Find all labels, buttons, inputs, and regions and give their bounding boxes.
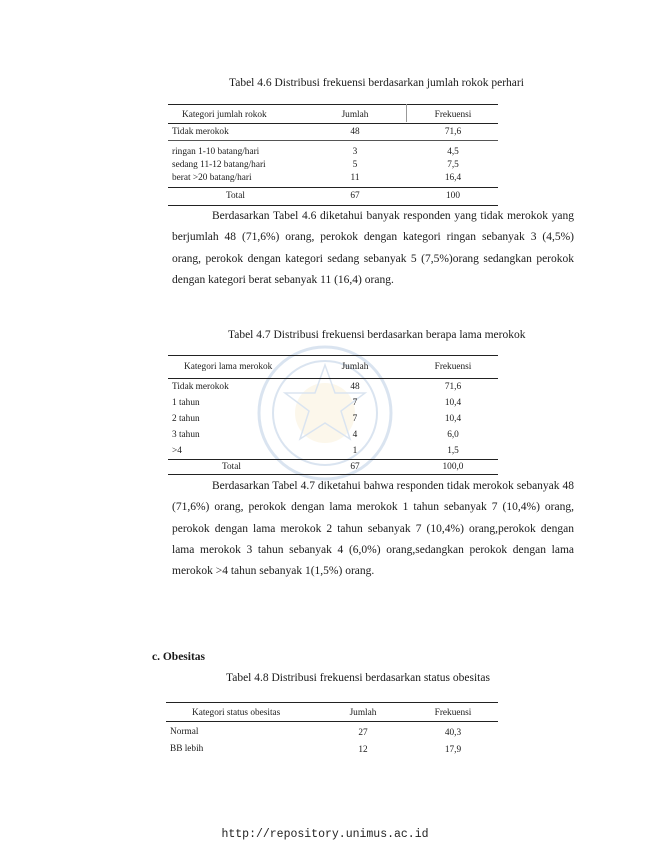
- table-cell: 5: [352, 160, 358, 170]
- table-header-cell: Kategori jumlah rokok: [182, 110, 267, 120]
- paragraph: Berdasarkan Tabel 4.6 diketahui banyak responden yang tidak merokok yang berjumlah 48 (71,6%) orang, perokok dengan kategori ringan sebanyak 3 (4,5%) orang, perokok dengan kategori sedang sebanyak 5 (7,5%)orang sedangkan perokok dengan kategori berat sebanyak 11 (16,4) orang.: [172, 210, 575, 286]
- table-cell: 7: [352, 414, 358, 424]
- table-cell: >4: [172, 446, 182, 456]
- table-header-cell: Jumlah: [349, 708, 377, 718]
- section-heading: c. Obesitas: [152, 651, 206, 663]
- table-cell: 1 tahun: [172, 398, 200, 408]
- table-cell: Tidak merokok: [172, 127, 229, 137]
- table-cell: Normal: [170, 727, 199, 737]
- table-cell: 17,9: [444, 745, 462, 755]
- table-header-cell: Kategori status obesitas: [192, 708, 281, 718]
- table-cell: 2 tahun: [172, 414, 200, 424]
- table-4-6: [168, 104, 498, 206]
- table-cell: 7: [352, 398, 358, 408]
- table-caption: Tabel 4.6 Distribusi frekuensi berdasarkan jumlah rokok perhari: [229, 77, 524, 89]
- table-caption: Tabel 4.7 Distribusi frekuensi berdasarkan berapa lama merokok: [228, 329, 526, 341]
- table-header-cell: Frekuensi: [434, 708, 472, 718]
- table-cell: ringan 1-10 batang/hari: [172, 147, 260, 157]
- table-cell: 3: [352, 147, 358, 157]
- table-cell: 100,0: [442, 462, 464, 472]
- table-cell: 4,5: [447, 147, 459, 157]
- table-4-7: [168, 355, 498, 475]
- table-cell: 67: [350, 462, 360, 472]
- table-cell: 16,4: [444, 173, 462, 183]
- footer-url: http://repository.unimus.ac.id: [221, 828, 429, 841]
- table-cell: Tidak merokok: [172, 382, 229, 392]
- table-cell: 40,3: [444, 728, 462, 738]
- table-4-8: [166, 702, 498, 762]
- table-cell: BB lebih: [170, 744, 204, 754]
- table-header-cell: Jumlah: [341, 110, 369, 120]
- table-cell: 4: [352, 430, 358, 440]
- table-cell: Total: [226, 191, 245, 201]
- table-cell: 27: [358, 728, 368, 738]
- table-header-cell: Kategori lama merokok: [184, 362, 273, 372]
- table-cell: 71,6: [444, 382, 462, 392]
- table-cell: 10,4: [444, 414, 462, 424]
- table-cell: 10,4: [444, 398, 462, 408]
- paragraph: Berdasarkan Tabel 4.7 diketahui bahwa responden tidak merokok sebanyak 48 (71,6%) orang, perokok dengan lama merokok 1 tahun sebanyak 7 (10,4%) orang, perokok dengan lama merokok 2 tahun sebanyak 7 (10,4%) orang,perokok dengan lama merokok 3 tahun sebanyak 4 (6,0%) orang,sedangkan perokok dengan lama merokok >4 tahun sebanyak 1(1,5%) orang.: [172, 480, 575, 578]
- table-cell: 6,0: [447, 430, 459, 440]
- table-caption: Tabel 4.8 Distribusi frekuensi berdasarkan status obesitas: [226, 672, 490, 684]
- table-cell: 1,5: [447, 446, 459, 456]
- table-cell: 71,6: [444, 127, 462, 137]
- table-cell: 48: [350, 127, 360, 137]
- table-cell: 11: [350, 173, 360, 183]
- table-cell: 100: [446, 191, 460, 201]
- table-cell: 7,5: [447, 160, 459, 170]
- table-cell: Total: [222, 462, 241, 472]
- table-cell: berat >20 batang/hari: [172, 173, 252, 183]
- table-cell: 3 tahun: [172, 430, 200, 440]
- table-cell: 1: [352, 446, 358, 456]
- table-cell: 12: [358, 745, 368, 755]
- table-header-cell: Jumlah: [341, 362, 369, 372]
- table-cell: 67: [350, 191, 360, 201]
- table-header-cell: Frekuensi: [434, 362, 472, 372]
- table-cell: 48: [350, 382, 360, 392]
- table-cell: sedang 11-12 batang/hari: [172, 160, 266, 170]
- table-header-cell: Frekuensi: [434, 110, 472, 120]
